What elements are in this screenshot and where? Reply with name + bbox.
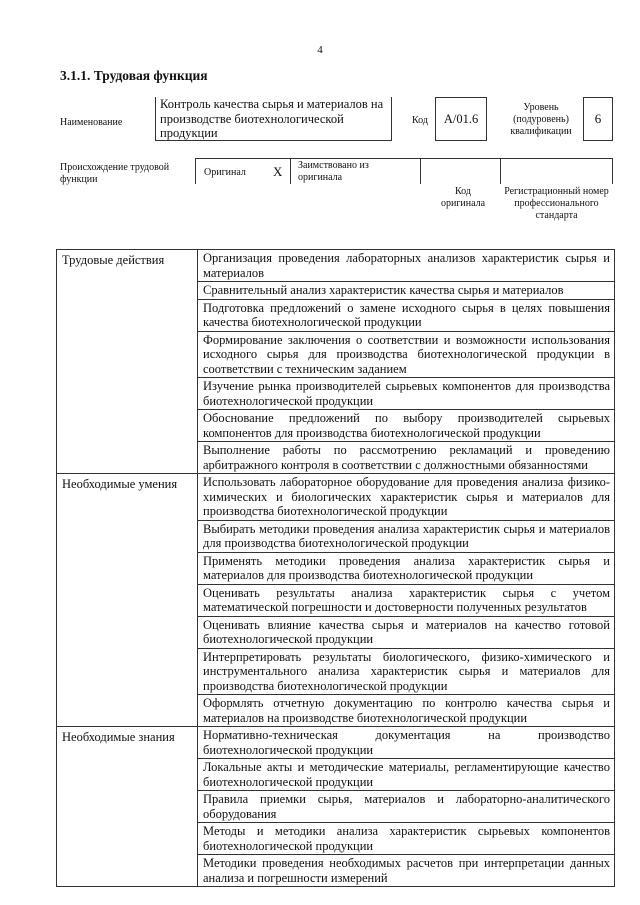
category-label: Трудовые действия: [57, 250, 198, 474]
table-cell-item: Выбирать методики проведения анализа характеристик сырья и материалов для производства биотехнологической продукции: [198, 520, 615, 552]
table-cell-item: Методы и методики анализа характеристик сырьевых компонентов биотехнологической продукции: [198, 823, 615, 855]
original-label: Оригинал: [204, 167, 246, 178]
section-title: 3.1.1. Трудовая функция: [60, 68, 208, 83]
reg-number-cell: [500, 158, 613, 184]
table-cell-item: Изучение рынка производителей сырьевых компонентов для производства биотехнологической продукции: [198, 378, 615, 410]
table-cell-item: Выполнение работы по рассмотрению рекламаций и проведению арбитражного контроля в соответствии с должностными обязанностями: [198, 442, 615, 474]
table-cell-item: Оценивать влияние качества сырья и материалов на качество готовой биотехнологической продукции: [198, 616, 615, 648]
origin-label: Происхождение трудовой функции: [60, 162, 170, 185]
table-row: [57, 250, 615, 282]
borrowed-label: Заимствовано из оригинала: [298, 160, 369, 183]
code-label: Код: [412, 115, 428, 126]
table-cell-item: Применять методики проведения анализа характеристик сырья и материалов для производства биотехнологической продукции: [198, 552, 615, 584]
qualification-level-value: 6: [583, 97, 613, 141]
page-number: 4: [317, 44, 323, 56]
table-row: [57, 727, 615, 759]
category-label: Необходимые знания: [57, 727, 198, 887]
table-cell-item: Методики проведения необходимых расчетов при интерпретации данных анализа и погрешности измерений: [198, 855, 615, 887]
code-value: А/01.6: [435, 97, 487, 141]
table-cell-item: Оформлять отчетную документацию по контролю качества сырья и материалов на производстве биотехнологической продукции: [198, 695, 615, 727]
table-cell-item: Правила приемки сырья, материалов и лабораторно-аналитического оборудования: [198, 791, 615, 823]
table-cell-item: Интерпретировать результаты биологического, физико-химического и инструментального анализа характеристик сырья и материалов для производства биотехнологической продукции: [198, 648, 615, 695]
reg-number-label: Регистрационный номер профессионального стандарта: [504, 186, 609, 221]
qualification-level-label: Уровень (подуровень) квалификации: [510, 102, 572, 137]
table-cell-item: Оценивать результаты анализа характеристик сырья с учетом математической погрешности и достоверности полученных результатов: [198, 584, 615, 616]
table-cell-item: Использовать лабораторное оборудование для проведения анализа физико-химических и биологических характеристик сырья и материалов для производства биотехнологической продукции: [198, 474, 615, 521]
name-label: Наименование: [60, 117, 123, 128]
code-original-label: Код оригинала: [440, 186, 486, 209]
table-cell-item: Сравнительный анализ характеристик качества сырья и материалов: [198, 282, 615, 300]
table-cell-item: Обоснование предложений по выбору производителей сырьевых компонентов для производства биотехнологической продукции: [198, 410, 615, 442]
table-row: [57, 474, 615, 521]
original-mark: X: [273, 164, 283, 179]
labor-function-table: [56, 249, 615, 887]
table-cell-item: Подготовка предложений о замене исходного сырья в целях повышения качества биотехнологической продукции: [198, 299, 615, 331]
function-name-value: Контроль качества сырья и материалов на производстве биотехнологической продукции: [155, 97, 392, 141]
code-original-cell: [420, 158, 500, 184]
category-label: Необходимые умения: [57, 474, 198, 727]
table-cell-item: Локальные акты и методические материалы, регламентирующие качество биотехнологической продукции: [198, 759, 615, 791]
table-cell-item: Формирование заключения о соответствии и возможности использования исходного сырья для производства биотехнологической продукции в соответствии с техническим заданием: [198, 331, 615, 378]
table-cell-item: Организация проведения лабораторных анализов характеристик сырья и материалов: [198, 250, 615, 282]
table-cell-item: Нормативно-техническая документация на производство биотехнологической продукции: [198, 727, 615, 759]
